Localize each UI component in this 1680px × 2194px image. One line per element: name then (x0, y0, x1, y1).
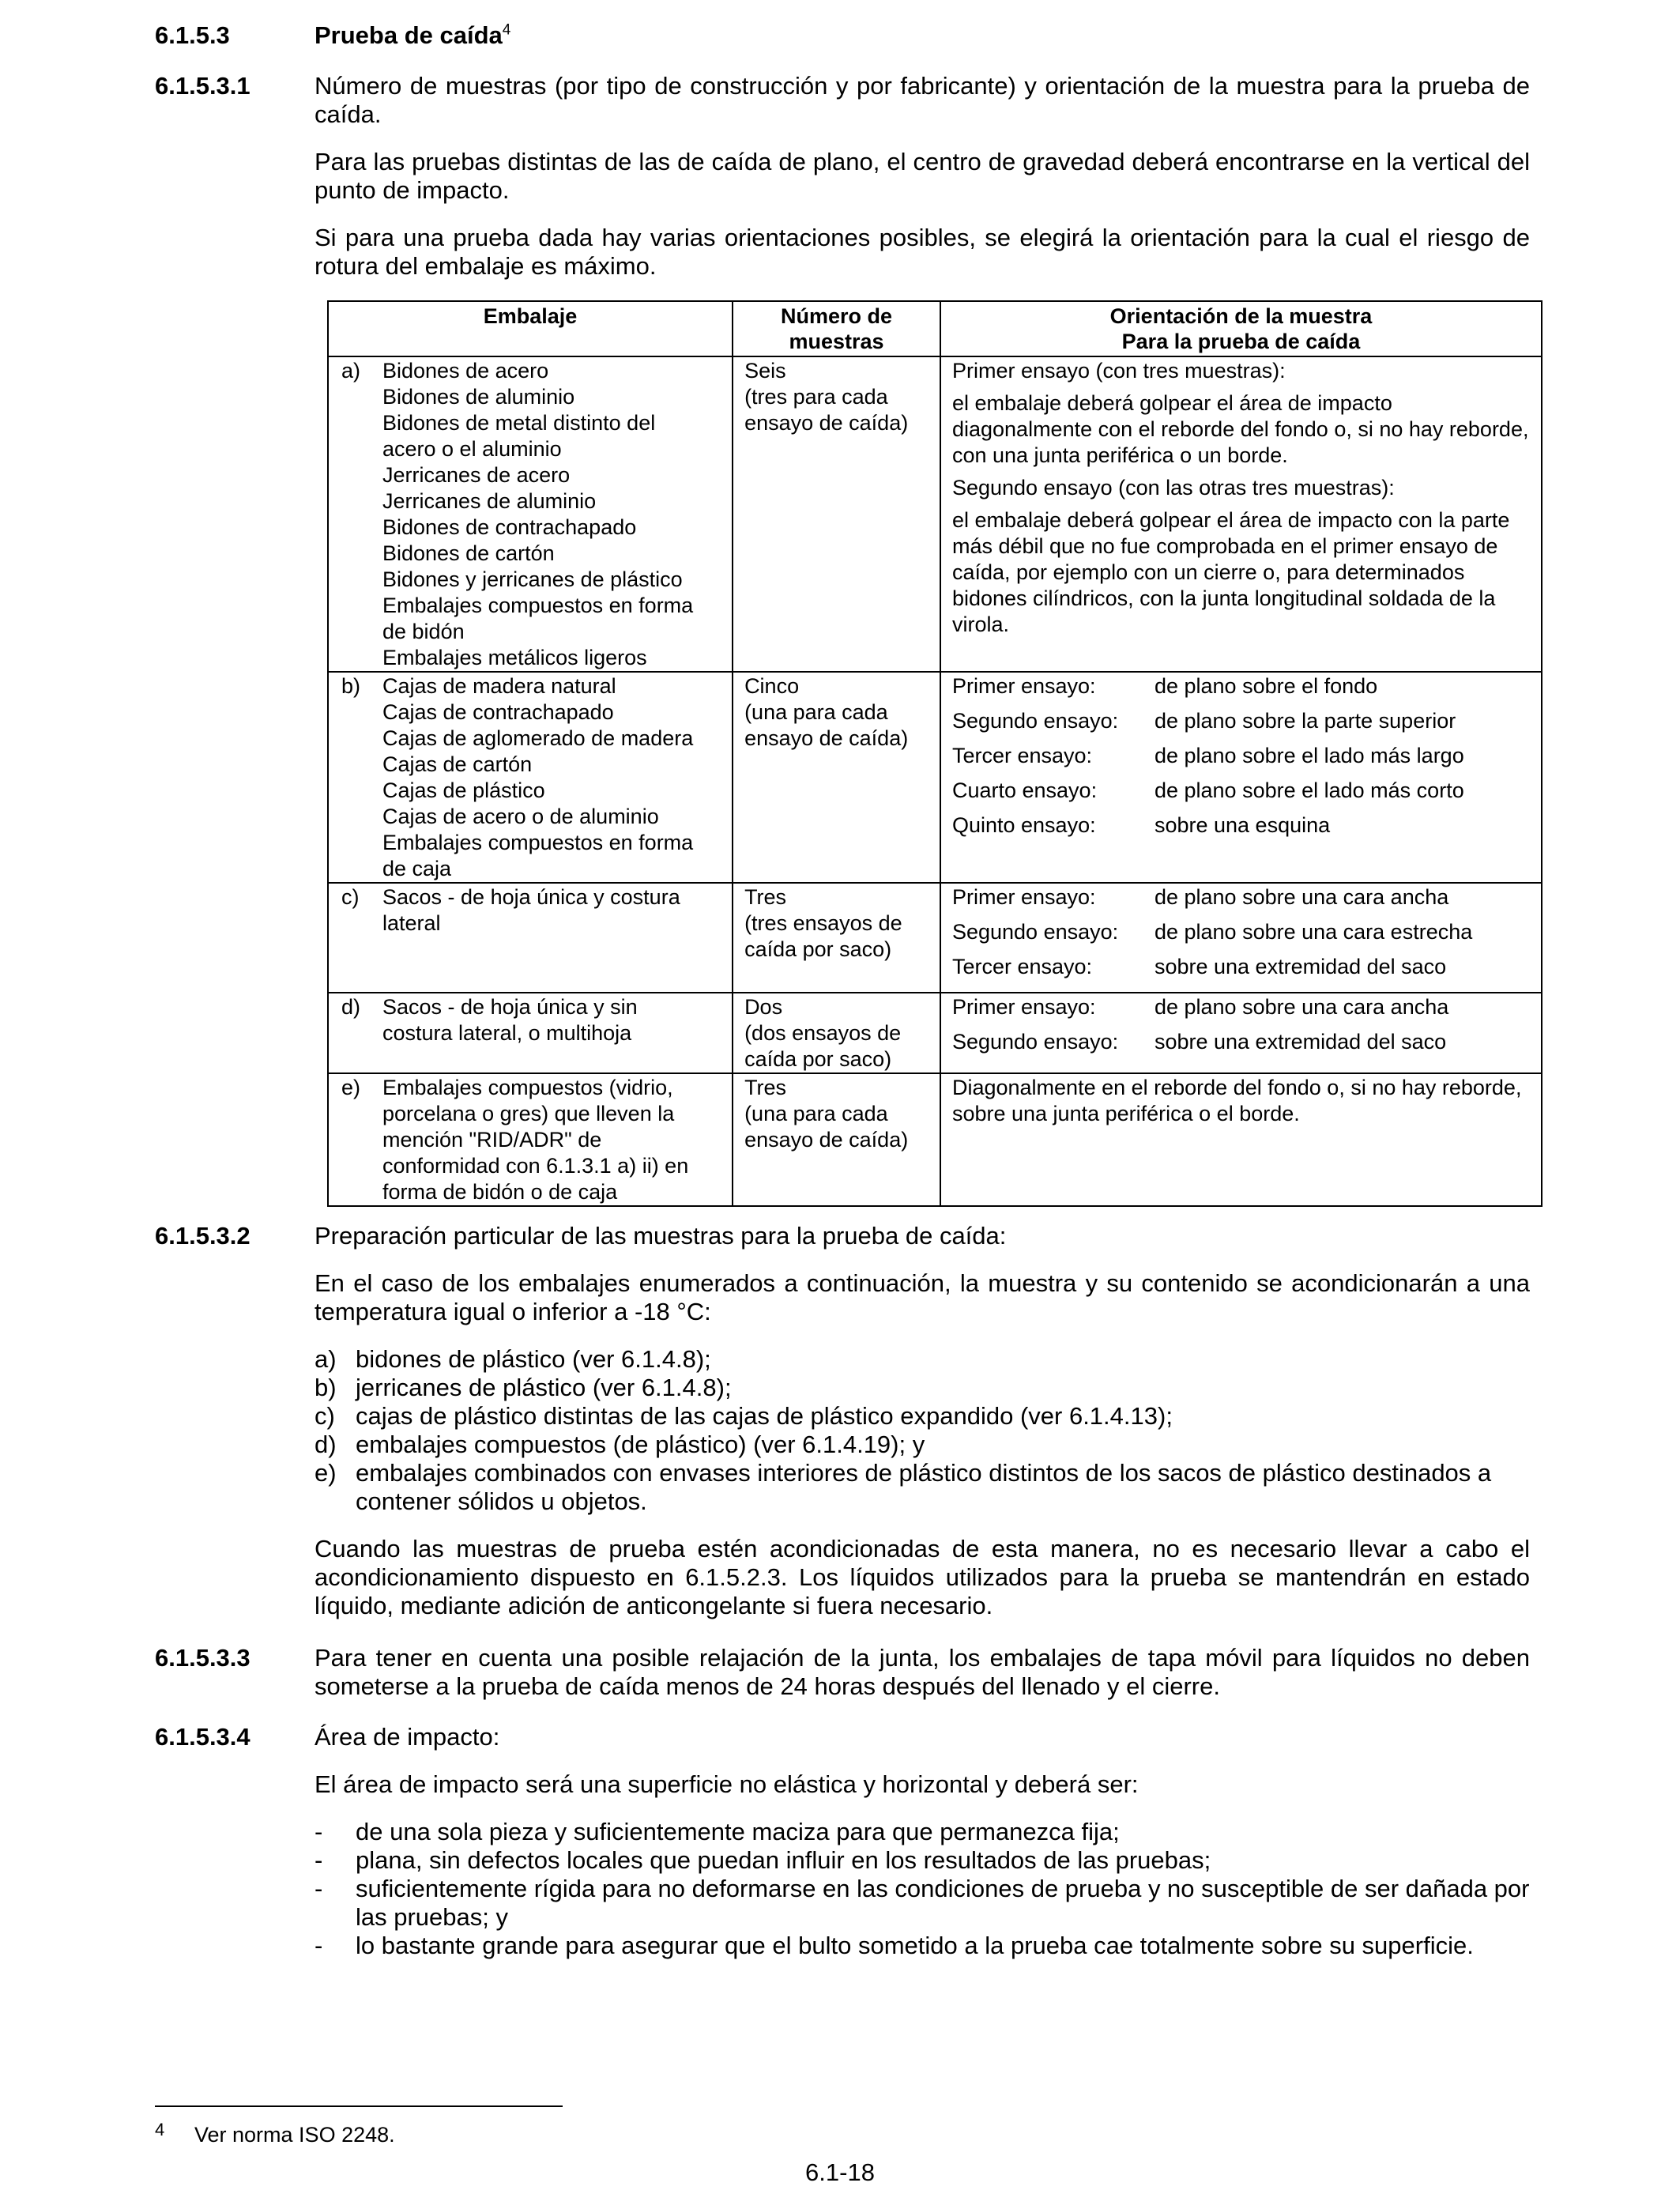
paragraph: Si para una prueba dada hay varias orientaciones posibles, se elegirá la orientación para la cual el riesgo de rotura del embalaje es máximo. (315, 224, 1530, 280)
orientation-cell: Primer ensayo: de plano sobre una cara ancha Segundo ensayo: de plano sobre una cara estrecha Tercer ensayo: sobre una extremidad del saco (940, 883, 1542, 993)
section-number: 6.1.5.3.4 (155, 1723, 250, 1751)
orientation-cell: Diagonalmente en el reborde del fondo o, si no hay reborde, sobre una junta periférica o el borde. (940, 1073, 1542, 1206)
list-item: - plana, sin defectos locales que puedan influir en los resultados de las pruebas; (315, 1846, 1211, 1874)
conditioned-packaging-list (315, 1345, 1530, 1516)
row-letter: a) (341, 359, 361, 383)
section-number: 6.1.5.3.3 (155, 1644, 250, 1672)
footnote-reference[interactable]: 4 (502, 21, 511, 39)
paragraph: Número de muestras (por tipo de construcción y por fabricante) y orientación de la muestra para la prueba de caída. (315, 72, 1530, 128)
list-item: c) cajas de plástico distintas de las cajas de plástico expandido (ver 6.1.4.13); (315, 1402, 1173, 1430)
header-orientation: Orientación de la muestra Para la prueba de caída (940, 301, 1542, 356)
section-number: 6.1.5.3 (155, 21, 230, 49)
paragraph: En el caso de los embalajes enumerados a continuación, la muestra y su contenido se acondicionarán a una temperatura igual o inferior a -18 °C: (315, 1269, 1530, 1325)
impact-area-requirements-list (315, 1818, 1530, 1960)
list-item: e) embalajes combinados con envases interiores de plástico distintos de los sacos de plástico destinados a contener sólidos u objetos. (315, 1459, 1492, 1515)
orientation-cell: Primer ensayo: de plano sobre una cara ancha Segundo ensayo: sobre una extremidad del saco (940, 993, 1542, 1073)
packaging-cell: a) Bidones de acero Bidones de aluminio Bidones de metal distinto del acero o el aluminio Jerricanes de acero Jerricanes de aluminio Bidones de contrachapado Bidones de cartón Bidones y jerricanes de plástico Embalajes compuestos en forma de bidón Embalajes metálicos ligeros (328, 356, 733, 672)
samples-cell: Tres (una para cada ensayo de caída) (733, 1073, 940, 1206)
table-header-row (328, 301, 1542, 356)
paragraph: El área de impacto será una superficie no elástica y horizontal y deberá ser: (315, 1770, 1139, 1798)
row-letter: e) (341, 1076, 361, 1099)
header-samples: Número de muestras (733, 301, 940, 356)
page-number: 6.1-18 (805, 2158, 875, 2186)
drop-test-table (327, 300, 1543, 1207)
table-row (328, 993, 1542, 1073)
packaging-cell: c) Sacos - de hoja única y costura lateral (328, 883, 733, 993)
row-letter: b) (341, 674, 361, 698)
list-item: d) embalajes compuestos (de plástico) (ver 6.1.4.19); y (315, 1431, 925, 1458)
section-number: 6.1.5.3.2 (155, 1222, 250, 1250)
orientation-cell: Primer ensayo: de plano sobre el fondo Segundo ensayo: de plano sobre la parte superior Tercer ensayo: de plano sobre el lado más largo Cuarto ensayo: de plano sobre el lado más corto Quinto ensayo: sobre una esquina (940, 672, 1542, 883)
footnote (155, 2120, 395, 2149)
table-row (328, 1073, 1542, 1206)
list-item: b) jerricanes de plástico (ver 6.1.4.8); (315, 1374, 732, 1401)
samples-cell: Cinco (una para cada ensayo de caída) (733, 672, 940, 883)
samples-cell: Dos (dos ensayos de caída por saco) (733, 993, 940, 1073)
table-row (328, 672, 1542, 883)
footnote-text: Ver norma ISO 2248. (194, 2123, 395, 2147)
footnote-number: 4 (155, 2120, 165, 2139)
header-packaging: Embalaje (328, 301, 733, 356)
packaging-cell: e) Embalajes compuestos (vidrio, porcelana o gres) que lleven la mención "RID/ADR" de conformidad con 6.1.3.1 a) ii) en forma de bidón o de caja (328, 1073, 733, 1206)
list-item: - suficientemente rígida para no deformarse en las condiciones de prueba y no susceptible de ser dañada por las pruebas; y (315, 1875, 1530, 1931)
list-item: a) bidones de plástico (ver 6.1.4.8); (315, 1345, 711, 1373)
packaging-cell: b) Cajas de madera natural Cajas de contrachapado Cajas de aglomerado de madera Cajas de cartón Cajas de plástico Cajas de acero o de aluminio Embalajes compuestos en forma de caja (328, 672, 733, 883)
table-row (328, 883, 1542, 993)
table-row (328, 356, 1542, 672)
paragraph: Para tener en cuenta una posible relajación de la junta, los embalajes de tapa móvil para líquidos no deben someterse a la prueba de caída menos de 24 horas después del llenado y el cierre. (315, 1644, 1530, 1700)
section-number: 6.1.5.3.1 (155, 72, 250, 100)
row-letter: d) (341, 995, 361, 1019)
row-letter: c) (341, 885, 360, 909)
paragraph: Cuando las muestras de prueba estén acondicionadas de esta manera, no es necesario llevar a cabo el acondicionamiento dispuesto en 6.1.5.2.3. Los líquidos utilizados para la prueba se mantendrán en estado líquido, mediante adición de anticongelante si fuera necesario. (315, 1535, 1530, 1619)
paragraph: Para las pruebas distintas de las de caída de plano, el centro de gravedad deberá encontrarse en la vertical del punto de impacto. (315, 148, 1530, 204)
orientation-cell: Primer ensayo (con tres muestras): el embalaje deberá golpear el área de impacto diagonalmente con el reborde del fondo o, si no hay reborde, con una junta periférica o un borde. Segundo ensayo (con las otras tres muestras): el embalaje deberá golpear el área de impacto con la parte más débil que no fue comprobada en el primer ensayo de caída, por ejemplo con un cierre o, para determinados bidones cilíndricos, con la junta longitudinal soldada de la virola. (940, 356, 1542, 672)
samples-cell: Seis (tres para cada ensayo de caída) (733, 356, 940, 672)
section-title: Área de impacto: (315, 1723, 500, 1751)
samples-cell: Tres (tres ensayos de caída por saco) (733, 883, 940, 993)
footnote-separator (155, 2105, 563, 2107)
section-title: Preparación particular de las muestras para la prueba de caída: (315, 1222, 1007, 1250)
list-item: - de una sola pieza y suficientemente maciza para que permanezca fija; (315, 1818, 1120, 1845)
list-item: - lo bastante grande para asegurar que el bulto sometido a la prueba cae totalmente sobre su superficie. (315, 1932, 1474, 1959)
section-title: Prueba de caída (315, 21, 503, 49)
packaging-cell: d) Sacos - de hoja única y sin costura lateral, o multihoja (328, 993, 733, 1073)
